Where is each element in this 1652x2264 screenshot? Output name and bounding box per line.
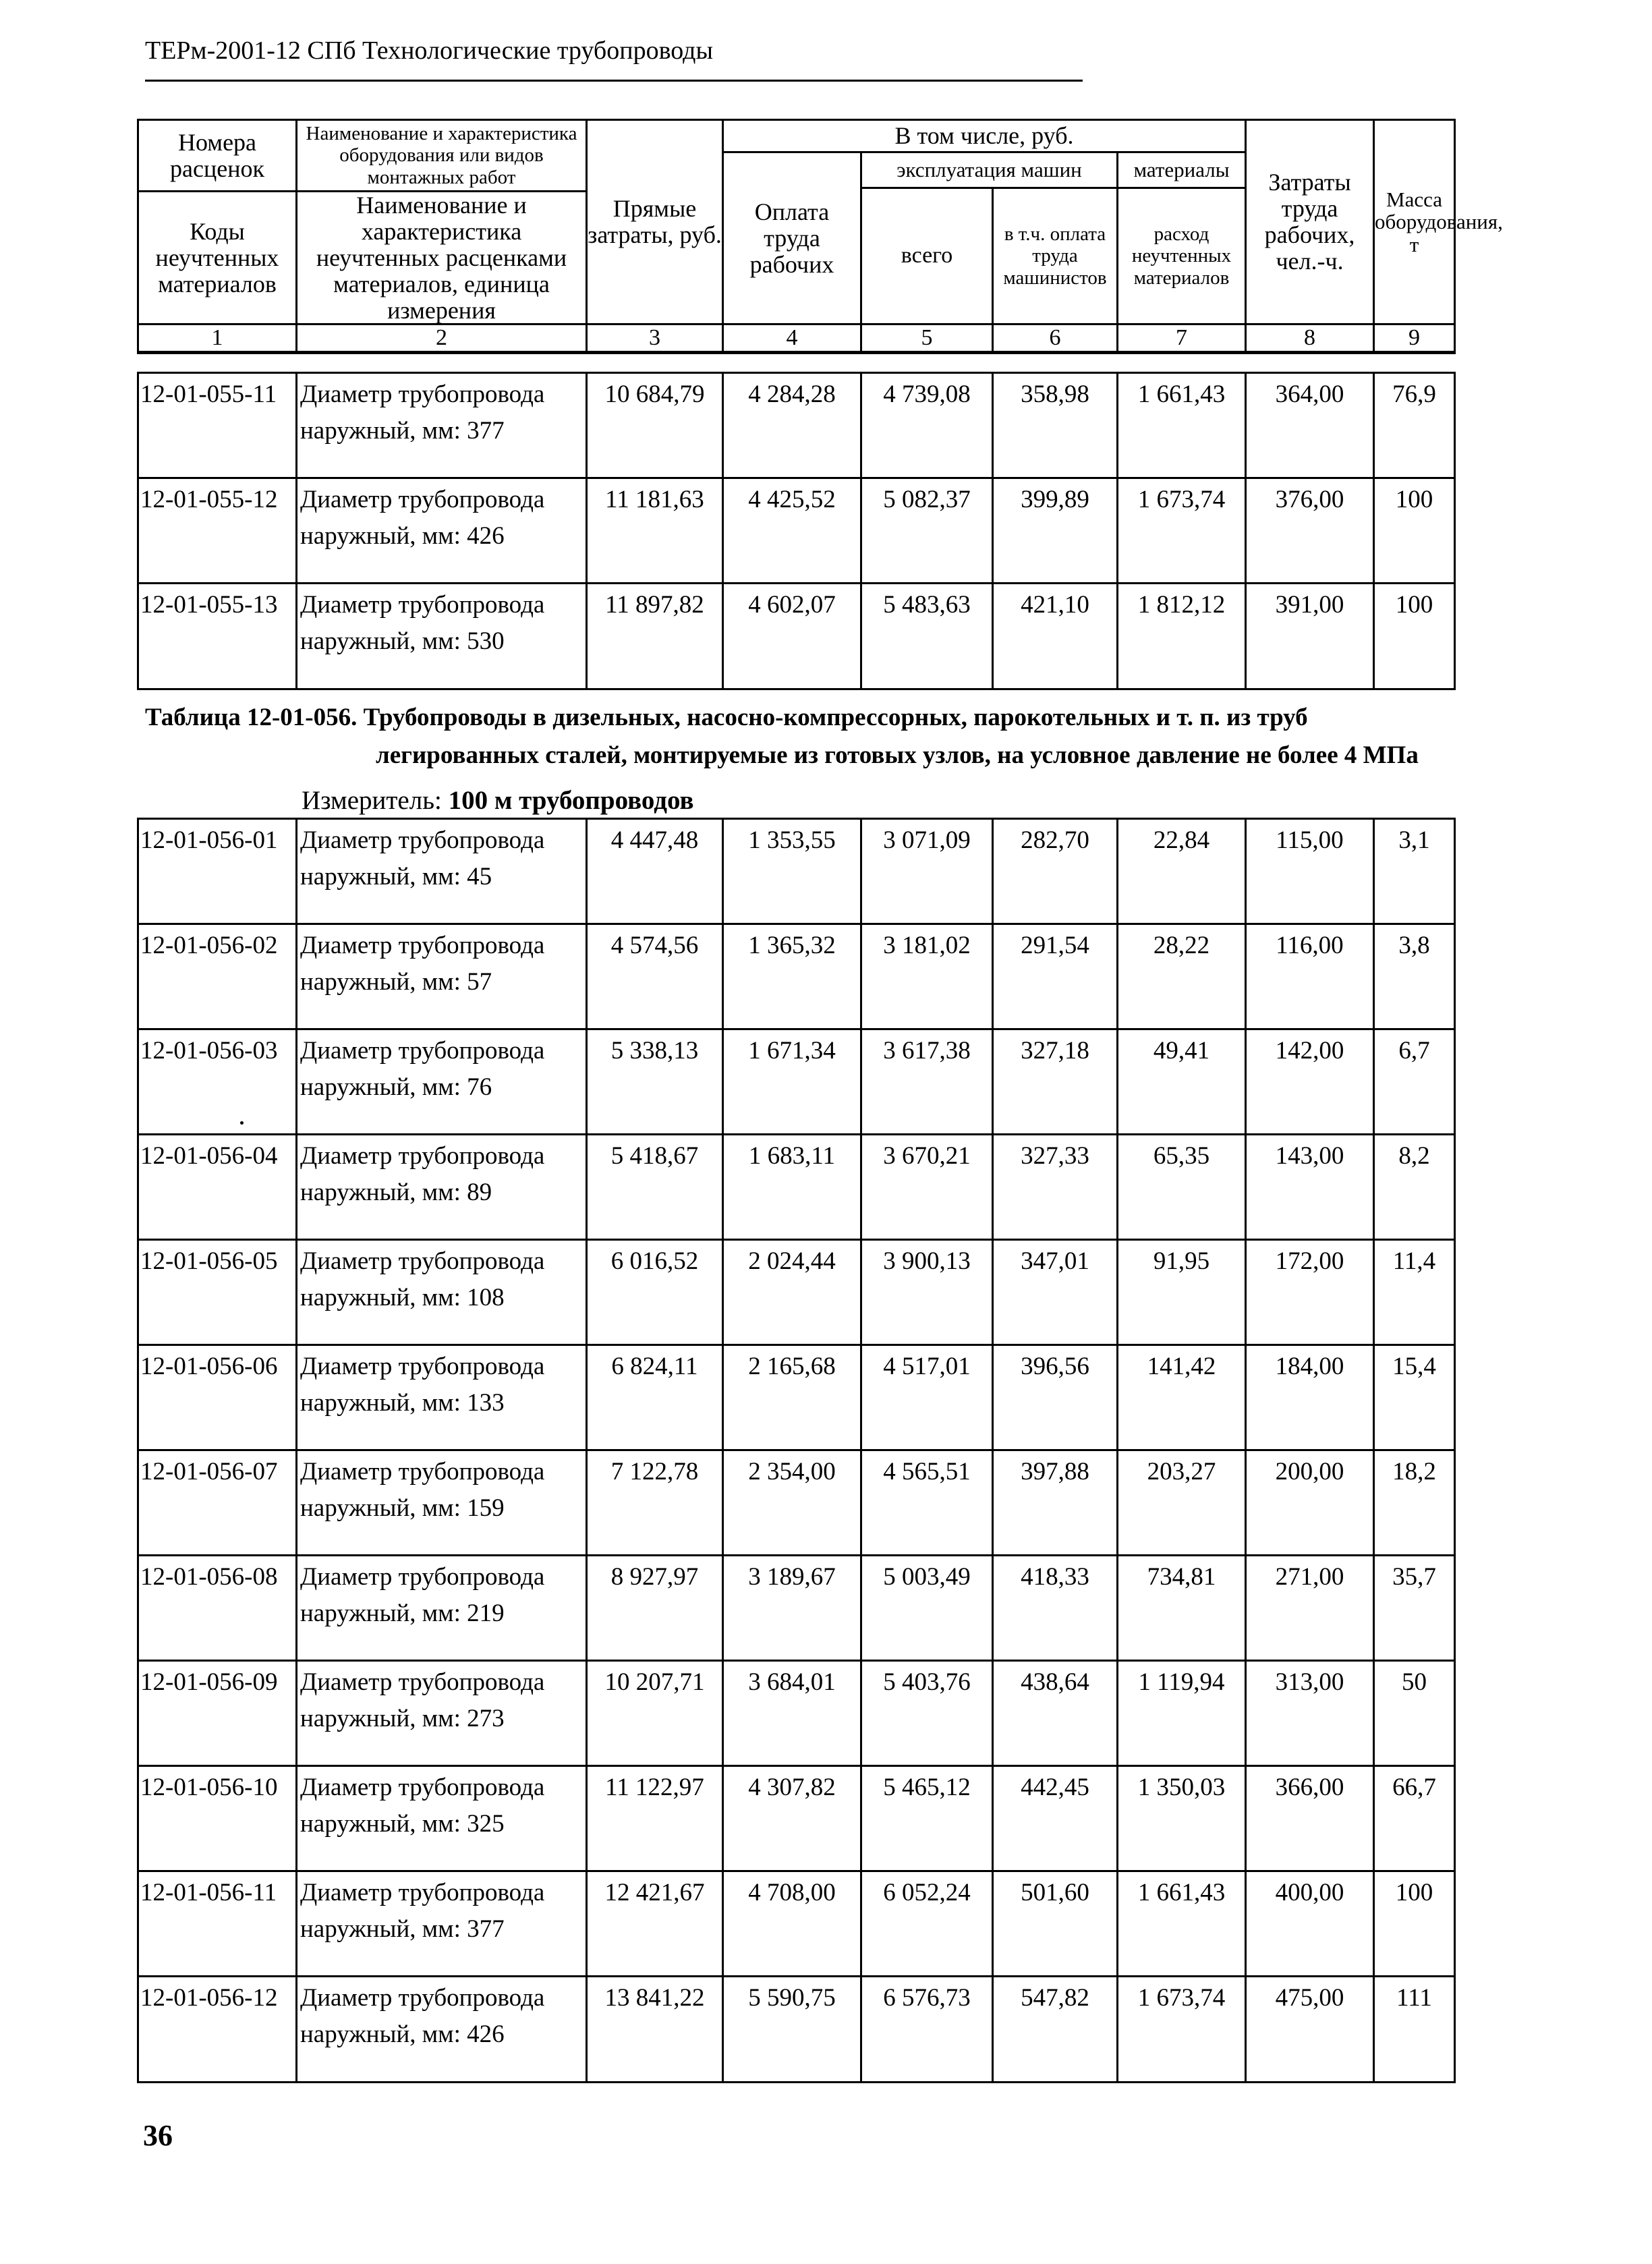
rate-code-cell: 12-01-056-09 — [138, 1661, 297, 1766]
labor-hours-cell: 184,00 — [1246, 1345, 1374, 1450]
equipment-mass-cell: 100 — [1374, 1871, 1455, 1977]
work-name-cell — [297, 1450, 587, 1556]
header-direct-costs: Прямые затраты, руб. — [587, 120, 723, 324]
worker-wages-cell: 2 165,68 — [723, 1345, 861, 1450]
work-name-line: наружный, мм: 273 — [300, 1705, 505, 1732]
table-title-line1: Таблица 12-01-056. Трубопроводы в дизельных, насосно-компрессорных, парокотельных и т. п. из труб — [145, 704, 1308, 731]
work-name-cell — [297, 1977, 587, 2083]
materials-cost-cell: 49,41 — [1118, 1029, 1246, 1135]
rate-code-cell: 12-01-056-12 — [138, 1977, 297, 2083]
work-name-line: Диаметр трубопровода — [300, 380, 545, 408]
direct-costs-cell: 6 824,11 — [587, 1345, 723, 1450]
direct-costs-cell: 13 841,22 — [587, 1977, 723, 2083]
equipment-mass-cell: 100 — [1374, 478, 1455, 584]
header-machinist-wages: в т.ч. оплата труда машинистов — [993, 188, 1118, 324]
equipment-mass-cell: 3,8 — [1374, 924, 1455, 1029]
machinist-wages-cell: 347,01 — [993, 1240, 1118, 1345]
materials-cost-cell: 1 812,12 — [1118, 584, 1246, 689]
direct-costs-cell: 12 421,67 — [587, 1871, 723, 1977]
machine-costs-cell: 4 739,08 — [861, 373, 993, 478]
table-row — [138, 1345, 1455, 1450]
header-worker-wages: Оплата труда рабочих — [723, 152, 861, 324]
work-name-line: Диаметр трубопровода — [300, 1563, 545, 1591]
machinist-wages-cell: 397,88 — [993, 1450, 1118, 1556]
direct-costs-cell: 10 207,71 — [587, 1661, 723, 1766]
header-materials: материалы — [1118, 152, 1246, 188]
table-row — [138, 1661, 1455, 1766]
header-including-group: В том числе, руб. — [723, 120, 1246, 152]
machine-costs-cell: 6 576,73 — [861, 1977, 993, 2083]
column-number: 5 — [861, 324, 993, 353]
equipment-mass-cell: 35,7 — [1374, 1556, 1455, 1661]
machine-costs-cell: 5 465,12 — [861, 1766, 993, 1871]
machine-costs-cell: 3 181,02 — [861, 924, 993, 1029]
direct-costs-cell: 11 122,97 — [587, 1766, 723, 1871]
scan-speck — [240, 1121, 244, 1125]
column-number: 9 — [1374, 324, 1455, 353]
labor-hours-cell: 366,00 — [1246, 1766, 1374, 1871]
work-name-line: Диаметр трубопровода — [300, 1774, 545, 1801]
direct-costs-cell: 6 016,52 — [587, 1240, 723, 1345]
labor-hours-cell: 313,00 — [1246, 1661, 1374, 1766]
measure-unit-value: 100 м трубопроводов — [448, 786, 694, 815]
table-row — [138, 1871, 1455, 1977]
materials-cost-cell: 203,27 — [1118, 1450, 1246, 1556]
materials-cost-cell: 734,81 — [1118, 1556, 1246, 1661]
worker-wages-cell: 1 671,34 — [723, 1029, 861, 1135]
column-number-row — [138, 324, 1455, 353]
machinist-wages-cell: 327,18 — [993, 1029, 1118, 1135]
direct-costs-cell: 4 574,56 — [587, 924, 723, 1029]
table-row — [138, 924, 1455, 1029]
labor-hours-cell: 143,00 — [1246, 1135, 1374, 1240]
header-unaccounted-materials: расход неучтенных материалов — [1118, 188, 1246, 324]
work-name-cell — [297, 584, 587, 689]
worker-wages-cell: 1 365,32 — [723, 924, 861, 1029]
table-row — [138, 584, 1455, 689]
worker-wages-cell: 5 590,75 — [723, 1977, 861, 2083]
rate-code-cell: 12-01-056-07 — [138, 1450, 297, 1556]
column-number: 3 — [587, 324, 723, 353]
table-row — [138, 1029, 1455, 1135]
materials-cost-cell: 1 661,43 — [1118, 373, 1246, 478]
equipment-mass-cell: 18,2 — [1374, 1450, 1455, 1556]
machine-costs-cell: 5 483,63 — [861, 584, 993, 689]
machine-costs-cell: 3 900,13 — [861, 1240, 993, 1345]
direct-costs-cell: 7 122,78 — [587, 1450, 723, 1556]
work-name-cell — [297, 1029, 587, 1135]
work-name-line: наружный, мм: 377 — [300, 417, 505, 445]
work-name-line: наружный, мм: 57 — [300, 968, 492, 996]
column-number: 1 — [138, 324, 297, 353]
labor-hours-cell: 115,00 — [1246, 819, 1374, 924]
equipment-mass-cell: 8,2 — [1374, 1135, 1455, 1240]
table-row — [138, 1556, 1455, 1661]
materials-cost-cell: 91,95 — [1118, 1240, 1246, 1345]
header-labor-costs: Затраты труда рабочих, чел.-ч. — [1246, 120, 1374, 324]
equipment-mass-cell: 15,4 — [1374, 1345, 1455, 1450]
work-name-line: наружный, мм: 133 — [300, 1389, 505, 1417]
labor-hours-cell: 172,00 — [1246, 1240, 1374, 1345]
work-name-line: Диаметр трубопровода — [300, 1668, 545, 1696]
rate-code-cell: 12-01-056-08 — [138, 1556, 297, 1661]
column-header-table — [137, 119, 1503, 354]
rate-code-cell: 12-01-056-10 — [138, 1766, 297, 1871]
work-name-line: наружный, мм: 325 — [300, 1810, 505, 1838]
labor-hours-cell: 116,00 — [1246, 924, 1374, 1029]
rate-code-cell: 12-01-055-13 — [138, 584, 297, 689]
rates-table-056 — [137, 818, 1456, 2083]
column-number: 4 — [723, 324, 861, 353]
worker-wages-cell: 4 602,07 — [723, 584, 861, 689]
table-row — [138, 478, 1455, 584]
rate-code-cell: 12-01-055-11 — [138, 373, 297, 478]
labor-hours-cell: 376,00 — [1246, 478, 1374, 584]
rate-code-cell: 12-01-056-04 — [138, 1135, 297, 1240]
worker-wages-cell: 1 353,55 — [723, 819, 861, 924]
work-name-cell — [297, 1661, 587, 1766]
work-name-line: наружный, мм: 108 — [300, 1284, 505, 1311]
work-name-cell — [297, 1556, 587, 1661]
machinist-wages-cell: 291,54 — [993, 924, 1118, 1029]
measure-unit — [302, 785, 694, 816]
equipment-mass-cell: 100 — [1374, 584, 1455, 689]
materials-cost-cell: 28,22 — [1118, 924, 1246, 1029]
work-name-cell — [297, 819, 587, 924]
machinist-wages-cell: 396,56 — [993, 1345, 1118, 1450]
work-name-line: наружный, мм: 530 — [300, 627, 505, 655]
machinist-wages-cell: 438,64 — [993, 1661, 1118, 1766]
table-row — [138, 373, 1455, 478]
labor-hours-cell: 271,00 — [1246, 1556, 1374, 1661]
table-row — [138, 1766, 1455, 1871]
page-number: 36 — [143, 2119, 173, 2152]
header-rate-numbers: Номера расценок — [138, 120, 297, 192]
machinist-wages-cell: 421,10 — [993, 584, 1118, 689]
labor-hours-cell: 391,00 — [1246, 584, 1374, 689]
materials-cost-cell: 65,35 — [1118, 1135, 1246, 1240]
work-name-line: Диаметр трубопровода — [300, 486, 545, 513]
work-name-line: наружный, мм: 159 — [300, 1494, 505, 1522]
rate-code-cell: 12-01-055-12 — [138, 478, 297, 584]
worker-wages-cell: 3 189,67 — [723, 1556, 861, 1661]
machine-costs-cell: 3 617,38 — [861, 1029, 993, 1135]
work-name-line: наружный, мм: 89 — [300, 1179, 492, 1206]
column-number: 8 — [1246, 324, 1374, 353]
direct-costs-cell: 4 447,48 — [587, 819, 723, 924]
running-head: ТЕРм-2001-12 СПб Технологические трубопроводы — [145, 36, 714, 65]
materials-cost-cell: 141,42 — [1118, 1345, 1246, 1450]
work-name-line: Диаметр трубопровода — [300, 826, 545, 854]
work-name-cell — [297, 1240, 587, 1345]
direct-costs-cell: 11 181,63 — [587, 478, 723, 584]
machinist-wages-cell: 501,60 — [993, 1871, 1118, 1977]
machine-costs-cell: 4 517,01 — [861, 1345, 993, 1450]
machine-costs-cell: 3 071,09 — [861, 819, 993, 924]
rate-code-cell: 12-01-056-05 — [138, 1240, 297, 1345]
worker-wages-cell: 4 284,28 — [723, 373, 861, 478]
materials-cost-cell: 22,84 — [1118, 819, 1246, 924]
labor-hours-cell: 142,00 — [1246, 1029, 1374, 1135]
work-name-line: Диаметр трубопровода — [300, 1458, 545, 1485]
header-equipment-mass: Масса оборудования, т — [1374, 120, 1455, 324]
table-row — [138, 1240, 1455, 1345]
column-number: 6 — [993, 324, 1118, 353]
materials-cost-cell: 1 673,74 — [1118, 1977, 1246, 2083]
header-rule — [145, 80, 1083, 82]
work-name-cell — [297, 1766, 587, 1871]
rate-code-cell: 12-01-056-11 — [138, 1871, 297, 1977]
equipment-mass-cell: 3,1 — [1374, 819, 1455, 924]
labor-hours-cell: 364,00 — [1246, 373, 1374, 478]
header-machine-operation: эксплуатация машин — [861, 152, 1118, 188]
machinist-wages-cell: 442,45 — [993, 1766, 1118, 1871]
machine-costs-cell: 5 082,37 — [861, 478, 993, 584]
machine-costs-cell: 4 565,51 — [861, 1450, 993, 1556]
header-material-name: Наименование и характеристика неучтенных расценками материалов, единица измерения — [297, 192, 587, 324]
work-name-line: наружный, мм: 377 — [300, 1915, 505, 1943]
equipment-mass-cell: 66,7 — [1374, 1766, 1455, 1871]
work-name-line: Диаметр трубопровода — [300, 591, 545, 619]
materials-cost-cell: 1 350,03 — [1118, 1766, 1246, 1871]
work-name-line: Диаметр трубопровода — [300, 932, 545, 959]
worker-wages-cell: 4 708,00 — [723, 1871, 861, 1977]
worker-wages-cell: 2 024,44 — [723, 1240, 861, 1345]
machine-costs-cell: 5 003,49 — [861, 1556, 993, 1661]
machine-costs-cell: 3 670,21 — [861, 1135, 993, 1240]
direct-costs-cell: 5 338,13 — [587, 1029, 723, 1135]
work-name-line: наружный, мм: 426 — [300, 522, 505, 550]
machinist-wages-cell: 418,33 — [993, 1556, 1118, 1661]
materials-cost-cell: 1 119,94 — [1118, 1661, 1246, 1766]
machine-costs-cell: 5 403,76 — [861, 1661, 993, 1766]
work-name-line: Диаметр трубопровода — [300, 1247, 545, 1275]
direct-costs-cell: 5 418,67 — [587, 1135, 723, 1240]
table-title-line2: легированных сталей, монтируемые из готовых узлов, на условное давление не более 4 МПа — [376, 741, 1419, 769]
table-row — [138, 1977, 1455, 2083]
work-name-line: наружный, мм: 426 — [300, 2020, 505, 2048]
rate-code-cell: 12-01-056-01 — [138, 819, 297, 924]
work-name-line: Диаметр трубопровода — [300, 1879, 545, 1906]
machinist-wages-cell: 327,33 — [993, 1135, 1118, 1240]
labor-hours-cell: 400,00 — [1246, 1871, 1374, 1977]
equipment-mass-cell: 111 — [1374, 1977, 1455, 2083]
column-number: 7 — [1118, 324, 1246, 353]
machinist-wages-cell: 282,70 — [993, 819, 1118, 924]
column-number: 2 — [297, 324, 587, 353]
work-name-line: наружный, мм: 45 — [300, 863, 492, 890]
table-row — [138, 819, 1455, 924]
materials-cost-cell: 1 673,74 — [1118, 478, 1246, 584]
worker-wages-cell: 4 425,52 — [723, 478, 861, 584]
table-row — [138, 1450, 1455, 1556]
work-name-line: наружный, мм: 76 — [300, 1073, 492, 1101]
machine-costs-cell: 6 052,24 — [861, 1871, 993, 1977]
equipment-mass-cell: 6,7 — [1374, 1029, 1455, 1135]
work-name-cell — [297, 1345, 587, 1450]
labor-hours-cell: 475,00 — [1246, 1977, 1374, 2083]
work-name-line: Диаметр трубопровода — [300, 1984, 545, 2012]
machinist-wages-cell: 399,89 — [993, 478, 1118, 584]
machinist-wages-cell: 547,82 — [993, 1977, 1118, 2083]
measure-unit-label: Измеритель: — [302, 786, 442, 815]
work-name-cell — [297, 1135, 587, 1240]
work-name-line: Диаметр трубопровода — [300, 1142, 545, 1170]
work-name-cell — [297, 1871, 587, 1977]
rates-table-055 — [137, 372, 1456, 690]
header-work-name: Наименование и характеристика оборудования или видов монтажных работ — [297, 120, 587, 192]
equipment-mass-cell: 11,4 — [1374, 1240, 1455, 1345]
materials-cost-cell: 1 661,43 — [1118, 1871, 1246, 1977]
table-row — [138, 1135, 1455, 1240]
rate-code-cell: 12-01-056-03 — [138, 1029, 297, 1135]
equipment-mass-cell: 76,9 — [1374, 373, 1455, 478]
rate-code-cell: 12-01-056-06 — [138, 1345, 297, 1450]
direct-costs-cell: 11 897,82 — [587, 584, 723, 689]
labor-hours-cell: 200,00 — [1246, 1450, 1374, 1556]
work-name-line: наружный, мм: 219 — [300, 1600, 505, 1627]
worker-wages-cell: 2 354,00 — [723, 1450, 861, 1556]
work-name-cell — [297, 924, 587, 1029]
worker-wages-cell: 1 683,11 — [723, 1135, 861, 1240]
machinist-wages-cell: 358,98 — [993, 373, 1118, 478]
direct-costs-cell: 10 684,79 — [587, 373, 723, 478]
work-name-cell — [297, 373, 587, 478]
work-name-cell — [297, 478, 587, 584]
work-name-line: Диаметр трубопровода — [300, 1037, 545, 1065]
direct-costs-cell: 8 927,97 — [587, 1556, 723, 1661]
worker-wages-cell: 4 307,82 — [723, 1766, 861, 1871]
worker-wages-cell: 3 684,01 — [723, 1661, 861, 1766]
equipment-mass-cell: 50 — [1374, 1661, 1455, 1766]
header-material-codes: Коды неучтенных материалов — [138, 192, 297, 324]
work-name-line: Диаметр трубопровода — [300, 1353, 545, 1380]
rate-code-cell: 12-01-056-02 — [138, 924, 297, 1029]
header-machines-total: всего — [861, 188, 993, 324]
